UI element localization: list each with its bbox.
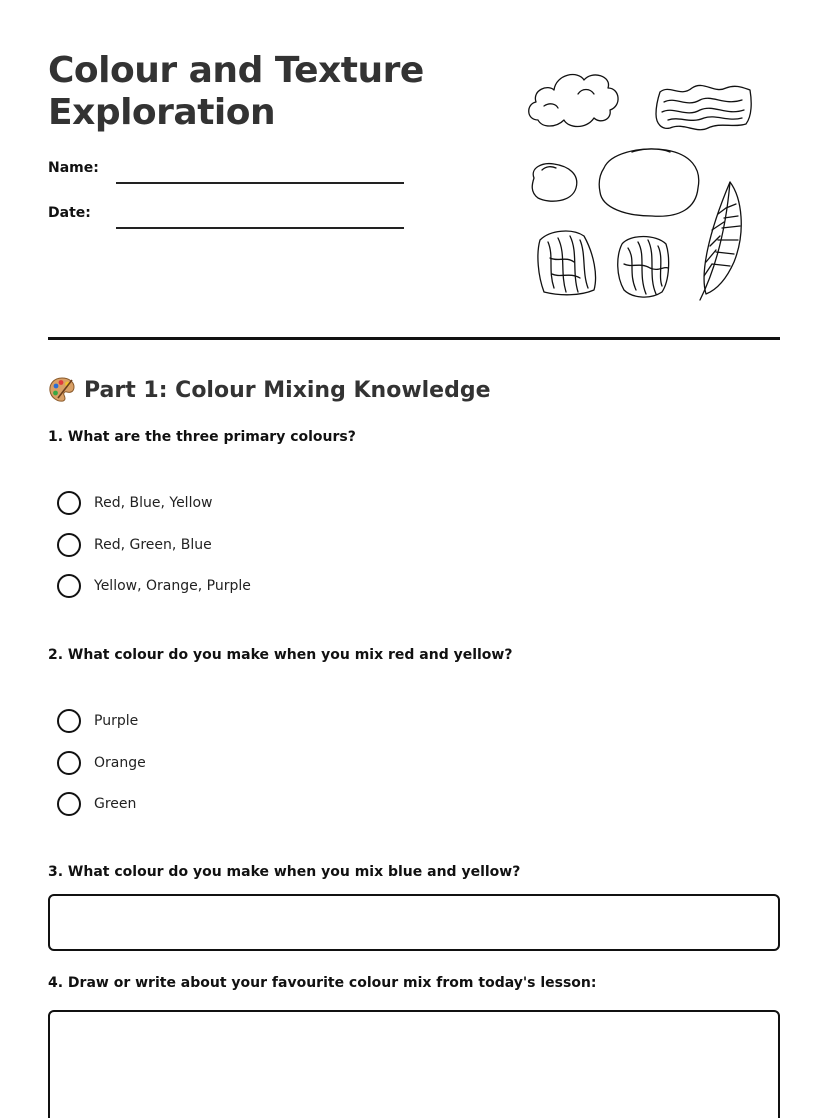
- texture-doodles: [520, 58, 765, 308]
- section-divider: [48, 337, 780, 340]
- part1-heading: [48, 374, 491, 406]
- page-title: [48, 50, 488, 134]
- q2-option-3[interactable]: [57, 791, 136, 817]
- radio-button[interactable]: [57, 491, 81, 515]
- question-4: 4. Draw or write about your favourite colour mix from today's lesson:: [48, 975, 597, 991]
- question-1: 1. What are the three primary colours?: [48, 429, 356, 445]
- bacon-strip-icon: [656, 85, 751, 129]
- q1-option-2[interactable]: [57, 532, 212, 558]
- title-line-1: Colour and Texture: [48, 50, 424, 91]
- radio-button[interactable]: [57, 533, 81, 557]
- radio-button[interactable]: [57, 751, 81, 775]
- feather-icon: [700, 182, 741, 300]
- radio-button[interactable]: [57, 792, 81, 816]
- q2-option-1[interactable]: [57, 708, 138, 734]
- bark-icon: [538, 231, 596, 295]
- rock-icon: [599, 149, 699, 216]
- radio-button[interactable]: [57, 574, 81, 598]
- radio-button[interactable]: [57, 709, 81, 733]
- cloud-icon: [529, 75, 618, 127]
- part1-heading-text: Part 1: Colour Mixing Knowledge: [84, 377, 491, 403]
- option-label: Purple: [94, 713, 139, 729]
- question-3: 3. What colour do you make when you mix blue and yellow?: [48, 864, 521, 880]
- option-label: Green: [94, 796, 137, 812]
- option-label: Orange: [94, 755, 146, 771]
- title-line-2: Exploration: [48, 92, 276, 133]
- palette-icon: [48, 376, 76, 404]
- q2-option-2[interactable]: [57, 750, 146, 776]
- option-label: Red, Blue, Yellow: [94, 495, 213, 511]
- name-label: Name:: [48, 160, 99, 176]
- date-write-line[interactable]: [116, 227, 404, 229]
- wood-grain-icon: [618, 237, 669, 298]
- date-label: Date:: [48, 205, 91, 221]
- q3-answer-box[interactable]: [48, 894, 780, 951]
- question-2: 2. What colour do you make when you mix red and yellow?: [48, 647, 513, 663]
- q1-option-3[interactable]: [57, 573, 251, 599]
- date-field[interactable]: [48, 205, 408, 229]
- option-label: Red, Green, Blue: [94, 537, 212, 553]
- name-field[interactable]: [48, 160, 408, 184]
- q1-option-1[interactable]: [57, 490, 212, 516]
- name-write-line[interactable]: [116, 182, 404, 184]
- q4-answer-box[interactable]: [48, 1010, 780, 1118]
- option-label: Yellow, Orange, Purple: [94, 578, 251, 594]
- pebble-icon: [532, 164, 577, 202]
